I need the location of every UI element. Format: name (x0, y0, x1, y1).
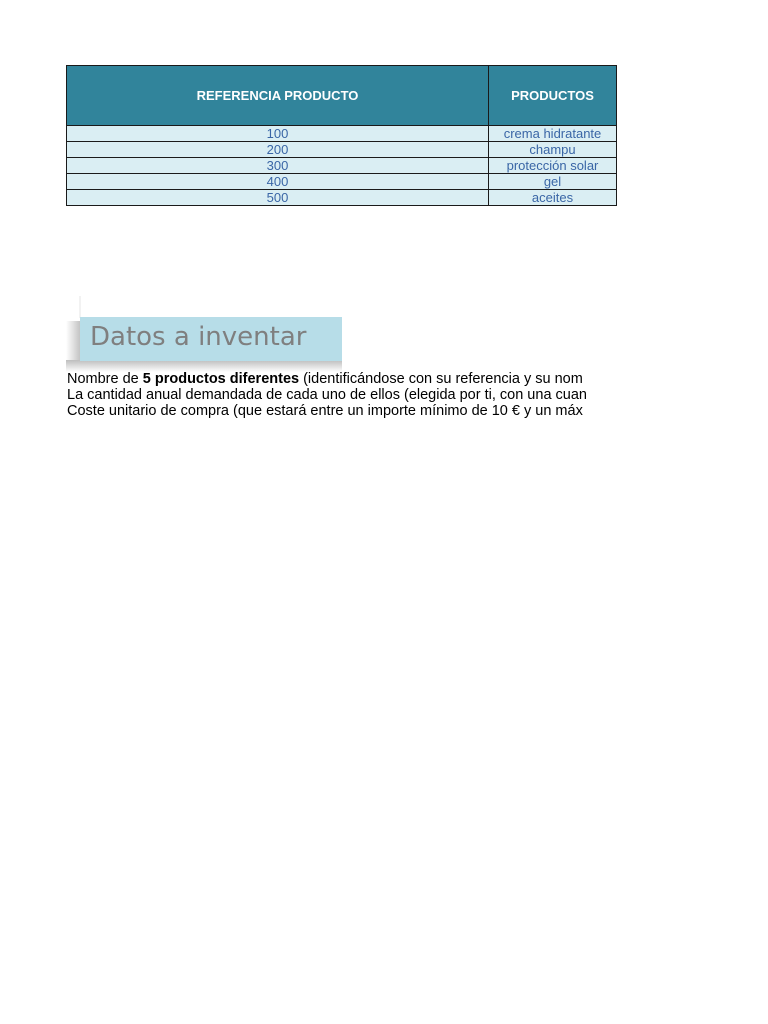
instruction-line-1-suffix: (identificándose con su referencia y su nom (299, 371, 583, 387)
cell-referencia[interactable]: 400 (67, 174, 489, 190)
instruction-line-1-prefix: Nombre de (67, 371, 143, 387)
cell-referencia[interactable]: 500 (67, 190, 489, 206)
table-row (67, 190, 617, 206)
cell-producto[interactable]: champu (489, 142, 617, 158)
table-row (67, 174, 617, 190)
header-productos[interactable]: PRODUCTOS (489, 66, 617, 126)
instructions-text (67, 371, 617, 419)
table-row (67, 126, 617, 142)
instruction-line-2: La cantidad anual demandada de cada uno de ellos (elegida por ti, con una cuan (67, 387, 587, 403)
table-row (67, 158, 617, 174)
cell-referencia[interactable]: 100 (67, 126, 489, 142)
instruction-line-3: Coste unitario de compra (que estará entre un importe mínimo de 10 € y un máx (67, 403, 583, 419)
cell-producto[interactable]: gel (489, 174, 617, 190)
cell-referencia[interactable]: 200 (67, 142, 489, 158)
banner-edge-decoration (79, 296, 81, 318)
products-table (66, 65, 617, 206)
cell-producto[interactable]: crema hidratante (489, 126, 617, 142)
cell-producto[interactable]: protección solar (489, 158, 617, 174)
table-header-row (67, 66, 617, 126)
table-row (67, 142, 617, 158)
section-title-banner: Datos a inventar (80, 317, 342, 361)
cell-referencia[interactable]: 300 (67, 158, 489, 174)
cell-producto[interactable]: aceites (489, 190, 617, 206)
instruction-line-1 (67, 371, 617, 387)
header-referencia-producto[interactable]: REFERENCIA PRODUCTO (67, 66, 489, 126)
instruction-line-1-bold: 5 productos diferentes (142, 371, 300, 387)
